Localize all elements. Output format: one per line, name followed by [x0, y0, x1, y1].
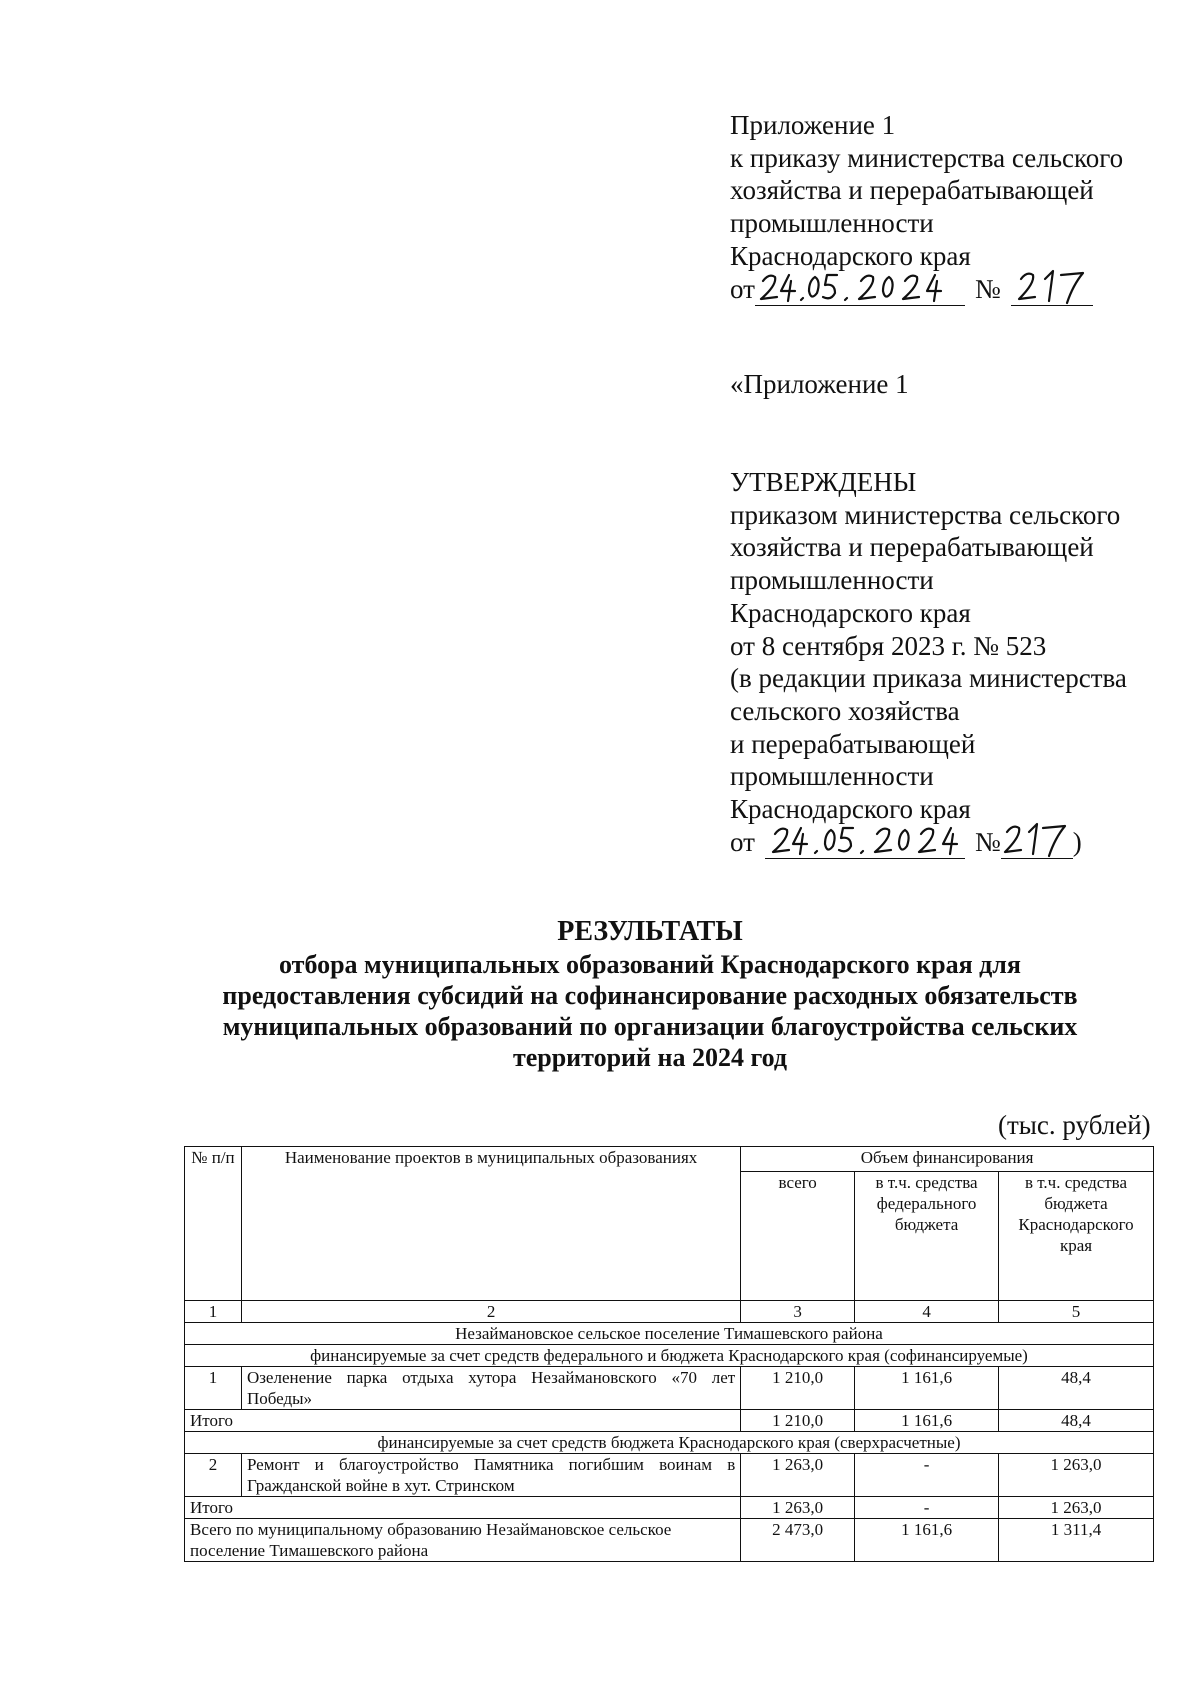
grand-total-regional: 1 311,4 [999, 1519, 1154, 1562]
header-volume: Объем финансирования [741, 1147, 1154, 1172]
subtotal-label: Итого [185, 1497, 741, 1519]
number-prefix: № [974, 273, 1001, 304]
title-line: муниципальных образований по организации благоустройства сельских [222, 1012, 1078, 1041]
number-prefix: № [974, 827, 1001, 858]
date-prefix: от [730, 273, 755, 304]
approved-line: от 8 сентября 2023 г. № 523 [730, 630, 1047, 661]
appendix-date-line [730, 273, 1170, 306]
results-table [184, 1146, 1154, 1562]
document-title [150, 916, 1150, 1073]
row-no: 2 [185, 1454, 242, 1497]
section-row [185, 1432, 1154, 1454]
appendix-header [730, 109, 1170, 306]
row-name: Ремонт и благоустройство Памятника погибшим воинам в Гражданской войне в хут. Стринском [241, 1454, 740, 1497]
subtotal-total: 1 263,0 [741, 1497, 855, 1519]
handwritten-number [1011, 273, 1093, 306]
subtotal-federal: - [855, 1497, 999, 1519]
row-total: 1 263,0 [741, 1454, 855, 1497]
appendix-line: промышленности [730, 208, 934, 239]
appendix-line: хозяйства и перерабатывающей [730, 175, 1094, 206]
column-number: 2 [241, 1301, 740, 1323]
title-line: предоставления субсидий на софинансирование расходных обязательств [222, 981, 1078, 1010]
appendix-line: Краснодарского края [730, 240, 971, 271]
section-title: финансируемые за счет средств федерального и бюджета Краснодарского края (софинансируемые) [185, 1345, 1154, 1367]
grand-total-row [185, 1519, 1154, 1562]
row-no: 1 [185, 1367, 242, 1410]
handwritten-number-signature [1001, 820, 1073, 860]
approved-line: промышленности [730, 761, 934, 792]
column-number: 3 [741, 1301, 855, 1323]
subtotal-row [185, 1497, 1154, 1519]
column-number: 4 [855, 1301, 999, 1323]
row-total: 1 210,0 [741, 1367, 855, 1410]
section-title: финансируемые за счет средств бюджета Краснодарского края (сверхрасчетные) [185, 1432, 1154, 1454]
approved-line: промышленности [730, 565, 934, 596]
handwritten-date-signature [755, 267, 965, 307]
table-row [185, 1454, 1154, 1497]
title-main: РЕЗУЛЬТАТЫ [557, 916, 743, 947]
header-federal: в т.ч. средства федерального бюджета [855, 1172, 999, 1301]
title-line: территорий на 2024 год [512, 1043, 788, 1072]
handwritten-number [1001, 826, 1073, 859]
approved-line: хозяйства и перерабатывающей [730, 532, 1094, 563]
column-numbers-row [185, 1301, 1154, 1323]
closing-paren: ) [1072, 827, 1082, 858]
grand-total-federal: 1 161,6 [855, 1519, 999, 1562]
grand-total-total: 2 473,0 [741, 1519, 855, 1562]
municipality-name: Незаймановское сельское поселение Тимашевского района [185, 1323, 1154, 1345]
approved-line: Краснодарского края [730, 794, 971, 825]
municipality-row [185, 1323, 1154, 1345]
title-line: отбора муниципальных образований Краснодарского края для [279, 950, 1021, 979]
header-name: Наименование проектов в муниципальных образованиях [241, 1147, 740, 1301]
subtotal-regional: 48,4 [999, 1410, 1154, 1432]
handwritten-number-signature [1011, 267, 1093, 307]
subtotal-federal: 1 161,6 [855, 1410, 999, 1432]
subtotal-row [185, 1410, 1154, 1432]
header-total: всего [741, 1172, 855, 1301]
approved-block [730, 466, 1170, 859]
header-row [185, 1147, 1154, 1172]
section-row [185, 1345, 1154, 1367]
appendix-title: Приложение 1 [730, 110, 896, 140]
header-regional: в т.ч. средства бюджета Краснодарского края [999, 1172, 1154, 1301]
handwritten-date [755, 273, 965, 306]
column-number: 5 [999, 1301, 1154, 1323]
approved-line: и перерабатывающей [730, 728, 976, 759]
header-no: № п/п [185, 1147, 242, 1301]
column-number: 1 [185, 1301, 242, 1323]
quoted-appendix-title: «Приложение 1 [730, 369, 909, 399]
approved-line: Краснодарского края [730, 597, 971, 628]
approved-line: сельского хозяйства [730, 695, 960, 726]
row-federal: - [855, 1454, 999, 1497]
units-label: (тыс. рублей) [998, 1110, 1151, 1140]
row-regional: 1 263,0 [999, 1454, 1154, 1497]
approved-date-line [730, 826, 1170, 859]
subtotal-label: Итого [185, 1410, 741, 1432]
row-name: Озеленение парка отдыха хутора Незаймановского «70 лет Победы» [241, 1367, 740, 1410]
quoted-appendix [730, 368, 1170, 401]
row-federal: 1 161,6 [855, 1367, 999, 1410]
row-regional: 48,4 [999, 1367, 1154, 1410]
subtotal-total: 1 210,0 [741, 1410, 855, 1432]
grand-total-label: Всего по муниципальному образованию Незаймановское сельское поселение Тимашевского района [185, 1519, 741, 1562]
approved-line: (в редакции приказа министерства [730, 663, 1127, 694]
handwritten-date [765, 826, 965, 859]
handwritten-date-signature [765, 820, 965, 860]
date-prefix: от [730, 827, 755, 858]
table-row [185, 1367, 1154, 1410]
subtotal-regional: 1 263,0 [999, 1497, 1154, 1519]
approved-line: приказом министерства сельского [730, 499, 1121, 530]
appendix-line: к приказу министерства сельского [730, 142, 1124, 173]
approved-title: УТВЕРЖДЕНЫ [730, 467, 917, 497]
